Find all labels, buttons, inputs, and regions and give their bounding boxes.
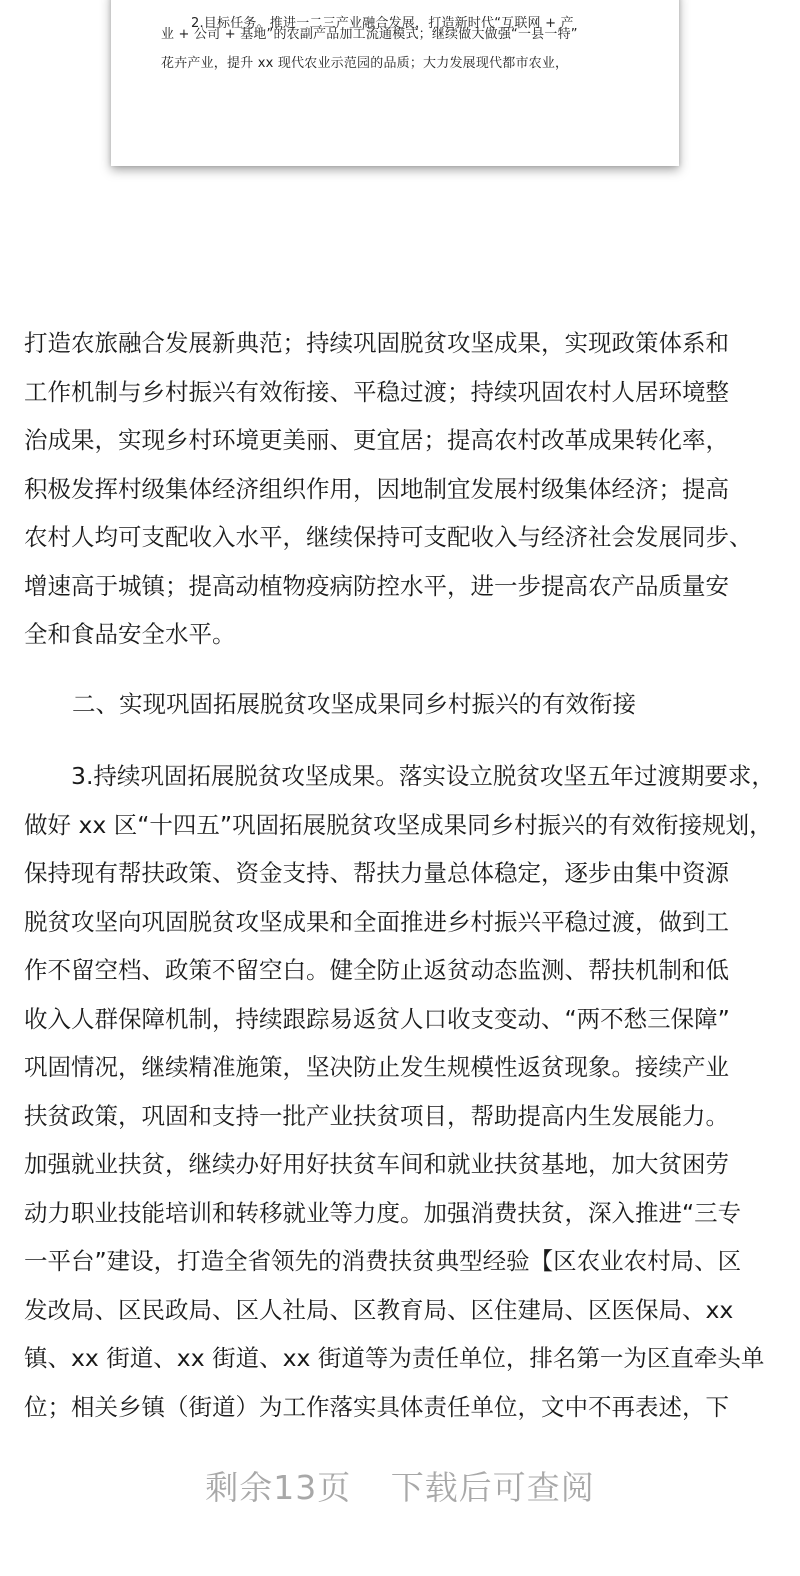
text-line: 3.持续巩固拓展脱贫攻坚成果。落实设立脱贫攻坚五年过渡期要求， <box>24 762 775 790</box>
text-line: 发改局、区民政局、区人社局、区教育局、区住建局、区医保局、xx <box>24 1295 734 1324</box>
paragraph-goals-continued <box>24 319 776 659</box>
text-line: 镇、xx 街道、xx 街道、xx 街道等为责任单位，排名第一为区直牵头单 <box>24 1344 765 1372</box>
text-line: 加强就业扶贫，继续办好用好扶贫车间和就业扶贫基地，加大贫困劳 <box>24 1150 729 1178</box>
text-line: 做好 xx 区“十四五”巩固拓展脱贫攻坚成果同乡村振兴的有效衔接规划， <box>24 810 773 839</box>
preview-line-3: 花卉产业，提升 xx 现代农业示范园的品质；大力发展现代都市农业， <box>161 56 569 71</box>
text-line: 位；相关乡镇（街道）为工作落实具体责任单位，文中不再表述，下 <box>24 1392 729 1421</box>
text-line: 保持现有帮扶政策、资金支持、帮扶力量总体稳定，逐步由集中资源 <box>24 859 729 887</box>
text-line: 作不留空档、政策不留空白。健全防止返贫动态监测、帮扶机制和低 <box>24 956 729 984</box>
document-preview-card <box>111 0 679 166</box>
text-line: 增速高于城镇；提高动植物疫病防控水平，进一步提高农产品质量安 <box>24 571 729 600</box>
text-line: 扶贫政策，巩固和支持一批产业扶贫项目，帮助提高内生发展能力。 <box>24 1101 729 1130</box>
paragraph-poverty-alleviation <box>24 752 776 1431</box>
text-line: 工作机制与乡村振兴有效衔接、平稳过渡；持续巩固农村人居环境整 <box>24 377 729 406</box>
text-line: 脱贫攻坚向巩固脱贫攻坚成果和全面推进乡村振兴平稳过渡，做到工 <box>24 907 729 936</box>
text-line: 打造农旅融合发展新典范；持续巩固脱贫攻坚成果，实现政策体系和 <box>24 329 729 357</box>
text-line: 一平台”建设，打造全省领先的消费扶贫典型经验【区农业农村局、区 <box>24 1247 742 1275</box>
text-line: 全和食品安全水平。 <box>24 620 236 648</box>
remaining-pages-label: 剩余13页 <box>205 1468 352 1507</box>
download-prompt[interactable] <box>0 1462 800 1509</box>
text-line: 巩固情况，继续精准施策，坚决防止发生规模性返贫现象。接续产业 <box>24 1053 729 1081</box>
text-line: 动力职业技能培训和转移就业等力度。加强消费扶贫，深入推进“三专 <box>24 1198 742 1227</box>
download-to-view-label: 下载后可查阅 <box>390 1468 595 1507</box>
section-heading: 二、实现巩固拓展脱贫攻坚成果同乡村振兴的有效衔接 <box>72 690 636 718</box>
text-line: 收入人群保障机制，持续跟踪易返贫人口收支变动、“两不愁三保障” <box>24 1004 730 1033</box>
text-line: 农村人均可支配收入水平，继续保持可支配收入与经济社会发展同步、 <box>24 523 753 551</box>
preview-line-1: 2.目标任务。推进一二三产业融合发展，打造新时代“互联网 + 产 <box>191 16 574 31</box>
text-line: 积极发挥村级集体经济组织作用，因地制宜发展村级集体经济；提高 <box>24 474 729 503</box>
text-line: 治成果，实现乡村环境更美丽、更宜居；提高农村改革成果转化率， <box>24 426 729 454</box>
preview-line-2: 业 + 公司 + 基地”的农副产品加工流通模式；继续做大做强“一县一特” <box>161 27 578 42</box>
